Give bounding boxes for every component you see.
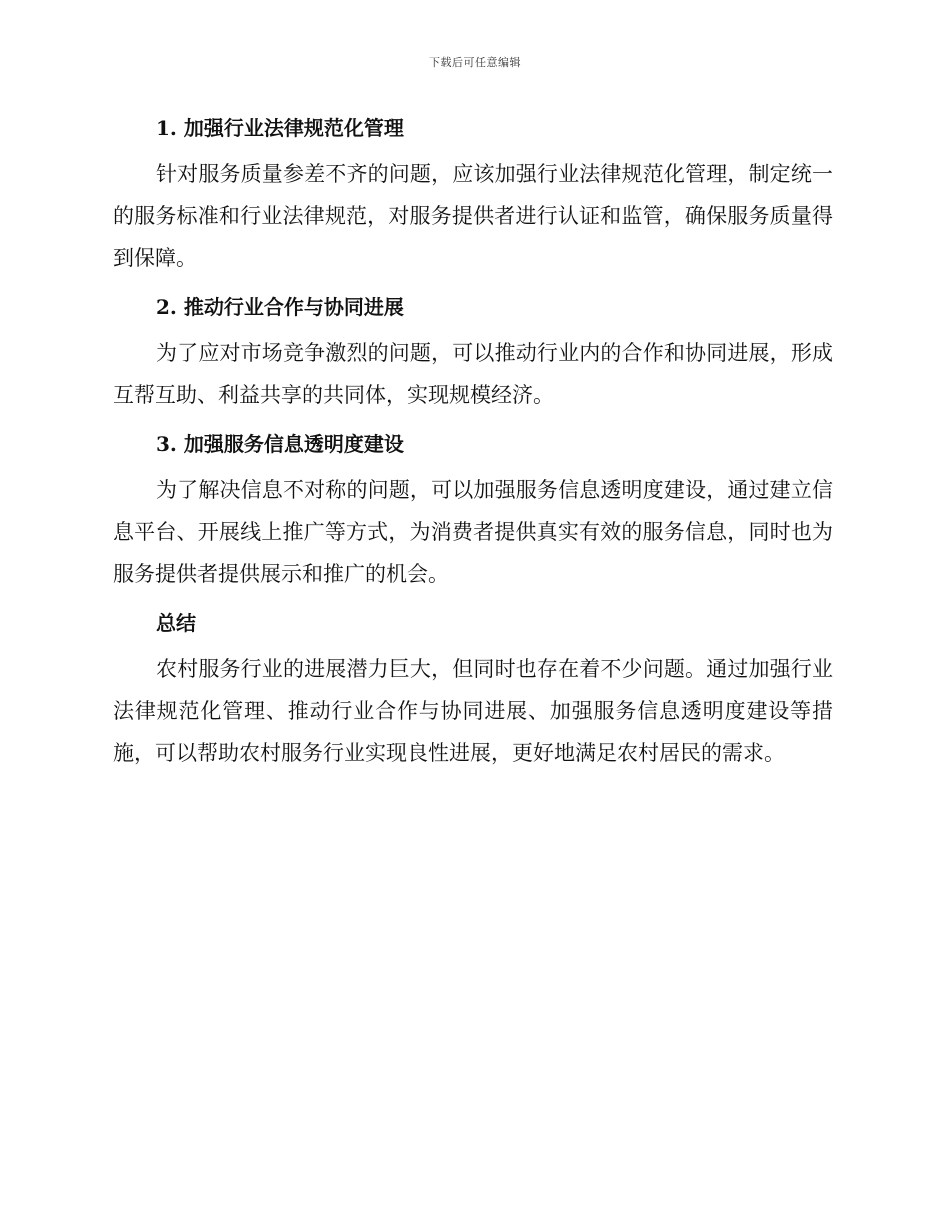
section-paragraph-3: 为了解决信息不对称的问题，可以加强服务信息透明度建设，通过建立信息平台、开展线上推广等方式，为消费者提供真实有效的服务信息，同时也为服务提供者提供展示和推广的机会。 (113, 478, 833, 586)
summary-paragraph: 农村服务行业的进展潜力巨大，但同时也存在着不少问题。通过加强行业法律规范化管理、推动行业合作与协同进展、加强服务信息透明度建设等措施，可以帮助农村服务行业实现良性进展，更好地满足农村居民的需求。 (113, 657, 833, 765)
section-heading-2: 2. 推动行业合作与协同进展 (156, 295, 404, 319)
document-body (113, 112, 833, 774)
section-heading-1: 1. 加强行业法律规范化管理 (156, 116, 404, 140)
section-heading-3: 3. 加强服务信息透明度建设 (156, 432, 404, 456)
summary-heading: 总结 (156, 611, 196, 635)
page-header: 下载后可任意编辑 (429, 56, 521, 69)
section-paragraph-1: 针对服务质量参差不齐的问题，应该加强行业法律规范化管理，制定统一的服务标准和行业法律规范，对服务提供者进行认证和监管，确保服务质量得到保障。 (113, 162, 833, 270)
section-paragraph-2: 为了应对市场竞争激烈的问题，可以推动行业内的合作和协同进展，形成互帮互助、利益共享的共同体，实现规模经济。 (113, 341, 833, 407)
